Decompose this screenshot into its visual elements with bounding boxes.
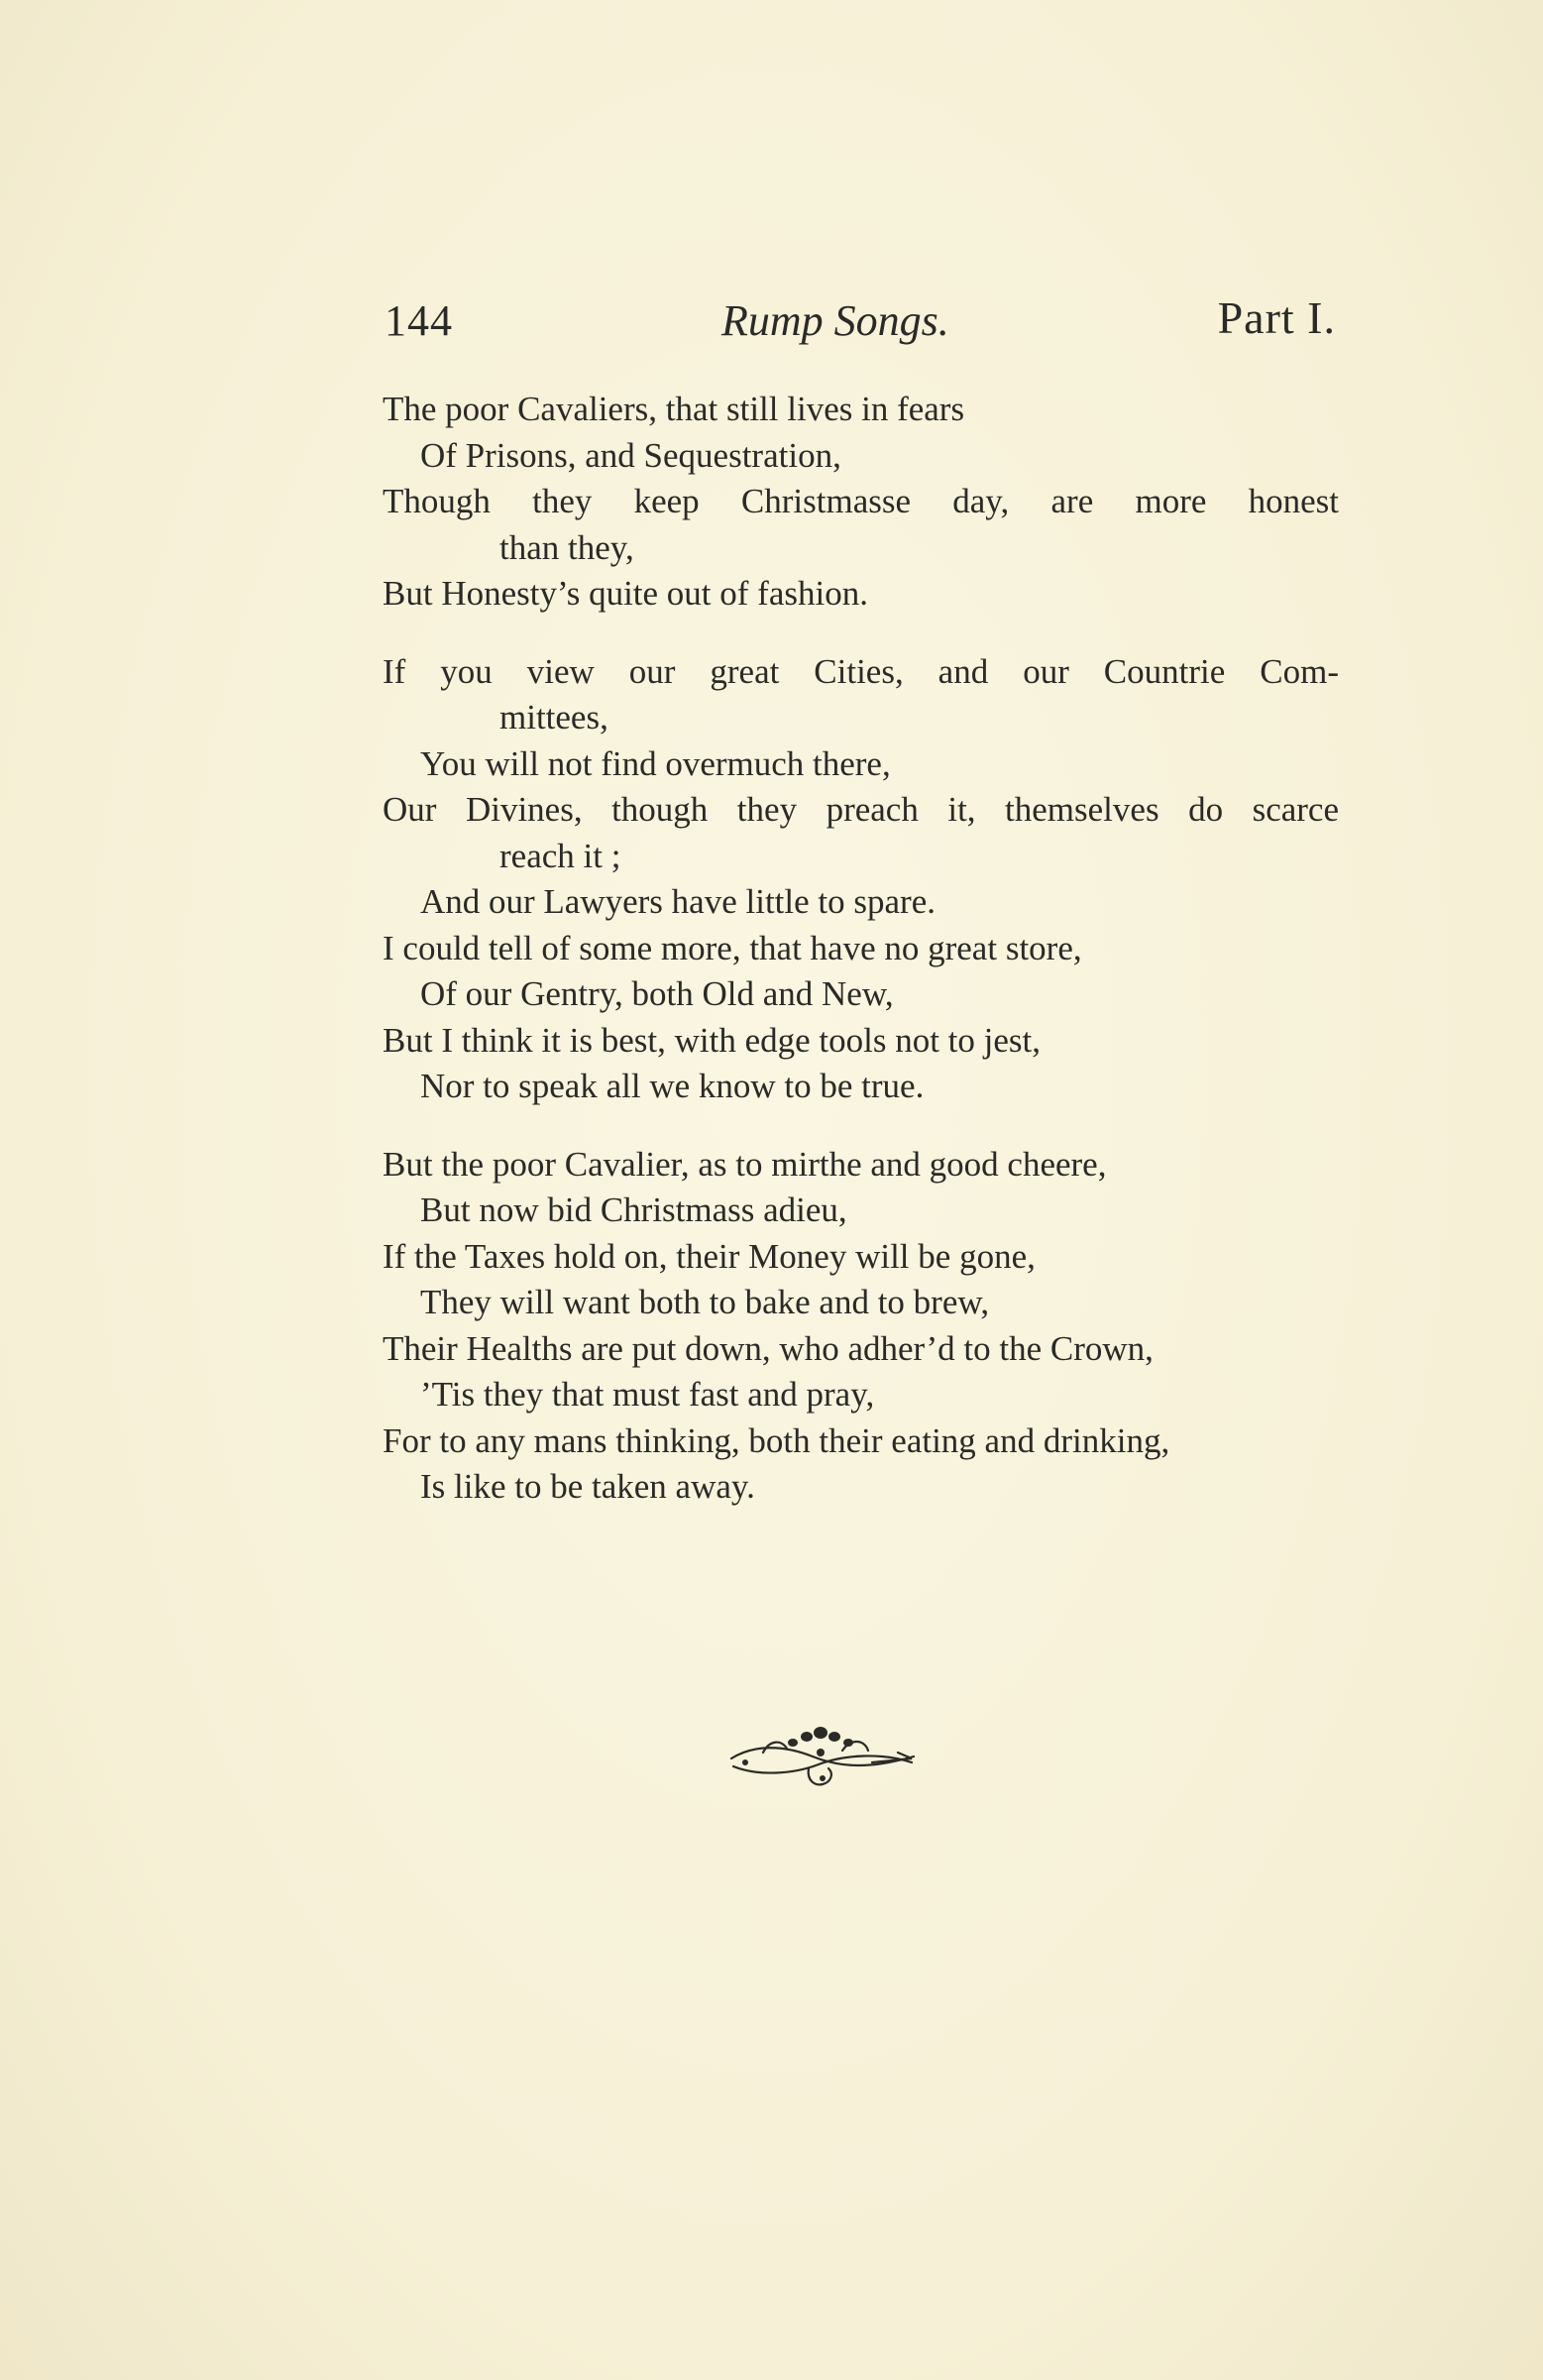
- stanza: [383, 649, 1339, 1110]
- verse-line: You will not find overmuch there,: [420, 743, 891, 783]
- verse-line: They will want both to bake and to brew,: [420, 1283, 990, 1321]
- part-label: Part I.: [1217, 292, 1336, 343]
- verse-line: than they,: [499, 527, 634, 567]
- verse-line: I could tell of some more, that have no great store,: [383, 928, 1082, 967]
- verse-line: But Honesty’s quite out of fashion.: [383, 574, 868, 613]
- floral-tailpiece-icon: [723, 1723, 922, 1792]
- verse-line: If you view our great Cities, and our Countrie Com-: [383, 651, 1339, 691]
- verse-line: For to any mans thinking, both their eating and drinking,: [383, 1420, 1170, 1460]
- verse-line: Though they keep Christmasse day, are more honest: [383, 482, 1339, 520]
- verse-line: Of Prisons, and Sequestration,: [420, 435, 841, 475]
- poem-body: [383, 387, 1339, 1542]
- verse-line: But now bid Christmass adieu,: [420, 1190, 847, 1229]
- verse-line: But the poor Cavalier, as to mirthe and good cheere,: [383, 1144, 1107, 1184]
- verse-line: mittees,: [499, 698, 608, 737]
- verse-line: ’Tis they that must fast and pray,: [420, 1375, 875, 1414]
- verse-line: The poor Cavaliers, that still lives in fears: [383, 390, 965, 428]
- running-title: Rump Songs.: [721, 296, 949, 345]
- stanza: [383, 387, 1339, 618]
- page-number: 144: [385, 296, 453, 345]
- verse-line: Their Healths are put down, who adher’d to the Crown,: [383, 1328, 1154, 1368]
- verse-line: Our Divines, though they preach it, themselves do scarce: [383, 790, 1339, 829]
- verse-line: Nor to speak all we know to be true.: [420, 1067, 925, 1105]
- verse-line: Is like to be taken away.: [420, 1467, 755, 1506]
- running-header: [385, 292, 1336, 365]
- verse-line: If the Taxes hold on, their Money will be gone,: [383, 1236, 1036, 1276]
- verse-line: And our Lawyers have little to spare.: [420, 882, 936, 921]
- verse-line: But I think it is best, with edge tools not to jest,: [383, 1020, 1042, 1060]
- stanza: [383, 1142, 1339, 1511]
- verse-line: reach it ;: [499, 836, 621, 875]
- verse-line: Of our Gentry, both Old and New,: [420, 974, 894, 1013]
